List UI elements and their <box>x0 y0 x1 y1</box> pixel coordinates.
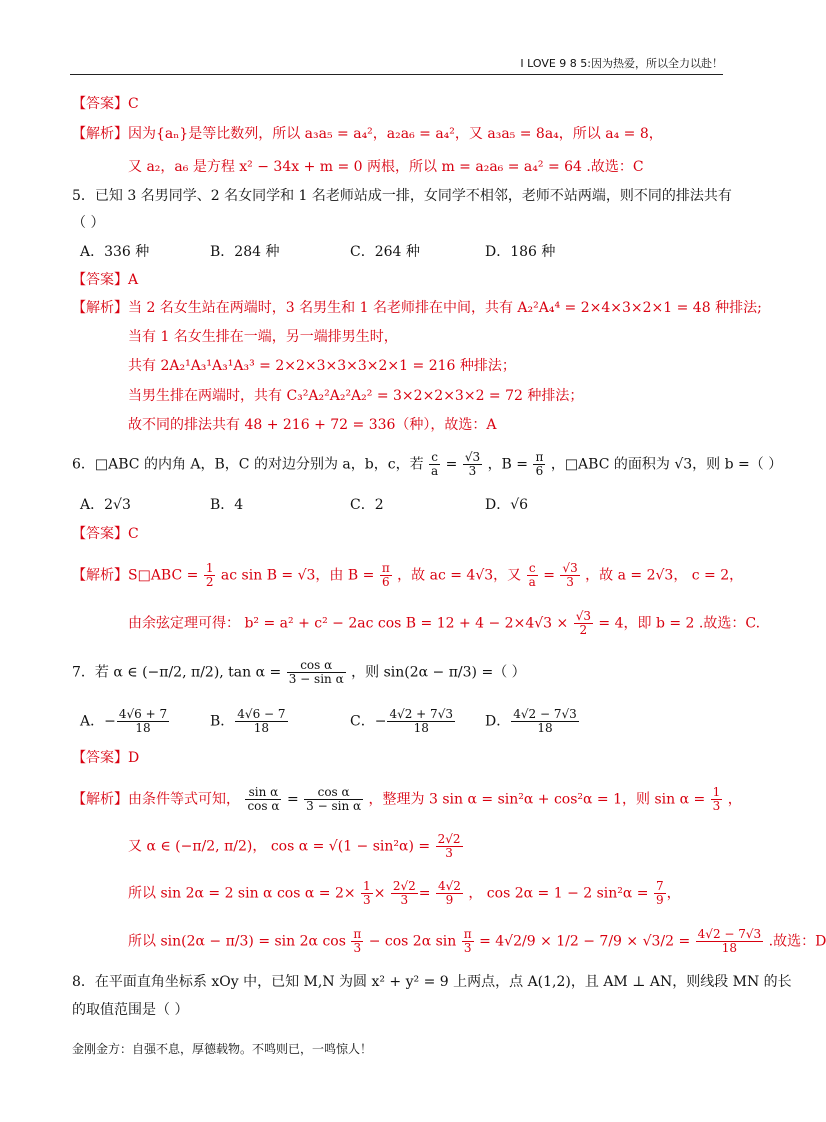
q5-stem-2: （ ） <box>72 215 105 231</box>
q5-analysis-3: 共有 2A₂¹A₃¹A₃¹A₃³ = 2×2×3×3×3×2×1 = 216 种排法； <box>128 358 516 374</box>
q6-option-c: C．2 <box>350 497 384 513</box>
q6-stem: 6．□ABC 的内角 A，B，C 的对边分别为 a，b，c，若 $\frac{c}{a}$ = $\frac{√3}{3}$ ，B = $\frac{\pi}{6}$ ，□ABC 的面积为 √3，则 b =（ ） <box>72 450 783 478</box>
q5-analysis-1: 【解析】当 2 名女生站在两端时，3 名男生和 1 名老师排在中间，共有 A₂²A₄⁴ = 2×4×3×2×1 = 48 种排法; <box>72 300 762 316</box>
q6-answer: 【答案】C <box>72 526 139 542</box>
q8-stem: 8．在平面直角坐标系 xOy 中，已知 M,N 为圆 x² + y² = 9 上两点，点 A(1,2)，且 AM ⊥ AN，则线段 MN 的长 <box>72 974 792 990</box>
q5-option-a: A．336 种 <box>80 244 150 260</box>
q5-option-c: C．264 种 <box>350 244 420 260</box>
q4-analysis-1: 【解析】因为{aₙ}是等比数列，所以 a₃a₅ = a₄²，a₂a₆ = a₄²，又 a₃a₅ = 8a₄，所以 a₄ = 8， <box>72 126 663 142</box>
q5-answer: 【答案】A <box>72 272 139 288</box>
q6-option-b: B．4 <box>210 497 244 513</box>
q6-option-a: A．2√3 <box>80 497 131 513</box>
q5-stem: 5．已知 3 名男同学、2 名女同学和 1 名老师站成一排，女同学不相邻，老师不站两端，则不同的排法共有 <box>72 188 732 204</box>
q7-stem: 7．若 α ∈ (−π/2, π/2), tan α = $\frac{\text{cos α}}{\text{3 − sin α}}$ ，则 sin(2α − π/3) =（ ） <box>72 658 526 686</box>
q5-analysis-4: 当男生排在两端时，共有 C₃²A₂²A₂²A₂² = 3×2×2×3×2 = 72 种排法； <box>128 388 584 404</box>
q7-option-d: D． $\frac{4√2 - 7√3}{18}$ <box>485 707 577 735</box>
q8-stem-2: 的取值范围是（ ） <box>72 1002 189 1018</box>
q7-answer: 【答案】D <box>72 750 140 766</box>
q5-option-b: B．284 种 <box>210 244 280 260</box>
page-header: I LOVE 9 8 5:因为热爱，所以全力以赴！ <box>70 56 723 75</box>
q6-analysis-2: 由余弦定理可得： b² = a² + c² − 2ac cos B = 12 + 4 − 2×4√3 × $\frac{√3}{2}$ = 4，即 b = 2 .故选：C. <box>128 609 761 637</box>
q5-analysis-2: 当有 1 名女生排在一端，另一端排男生时， <box>128 329 398 345</box>
fraction-pi-over-6: $\frac{\pi}{6}$ <box>535 450 544 478</box>
q7-analysis-1: 【解析】由条件等式可知， $\frac{\text{sin α}}{\text{cos α}}$ = $\frac{\text{cos α}}{\text{3 − sin α}}$ ，整理为 3 sin α = sin²α + cos²α = 1，则 sin α = $\frac{1}{3}$ ， <box>72 785 742 813</box>
fraction-sqrt3-over-3: $\frac{√3}{3}$ <box>464 450 481 478</box>
q5-analysis-5: 故不同的排法共有 48 + 216 + 72 = 336（种），故选：A <box>128 417 497 433</box>
fraction-c-over-a: $\frac{c}{a}$ <box>431 450 439 478</box>
page-footer: 金刚金方：自强不息，厚德载物。不鸣则已，一鸣惊人！ <box>72 1042 373 1056</box>
q5-option-d: D．186 种 <box>485 244 556 260</box>
q4-analysis-2: 又 a₂，a₆ 是方程 x² − 34x + m = 0 两根，所以 m = a₂a₆ = a₄² = 64 .故选：C <box>128 159 644 175</box>
q7-analysis-3: 所以 sin 2α = 2 sin α cos α = 2× $\frac{1}{3}$ × $\frac{2√2}{3}$ = $\frac{4√2}{9}$ ， cos 2α = 1 − 2 sin²α = $\frac{7}{9}$ ， <box>128 879 681 907</box>
q7-analysis-2: 又 α ∈ (−π/2, π/2)， cos α = √(1 − sin²α) = $\frac{2√2}{3}$ <box>128 832 461 860</box>
q6-analysis-1: 【解析】S□ABC = $\frac{1}{2}$ ac sin B = √3，由 B = $\frac{\pi}{6}$ ，故 ac = 4√3，又 $\frac{c}{a}$ = $\frac{√3}{3}$ ，故 a = 2√3， c = 2， <box>72 561 744 589</box>
q6-option-d: D．√6 <box>485 497 529 513</box>
q7-analysis-4: 所以 sin(2α − π/3) = sin 2α cos $\frac{\pi}{3}$ − cos 2α sin $\frac{\pi}{3}$ = 4√2/9 × 1/2 − 7/9 × √3/2 = $\frac{4√2 - 7√3}{18}$ .故选：D <box>128 927 826 955</box>
q7-option-c: C．− $\frac{4√2 + 7√3}{18}$ <box>350 707 453 735</box>
q7-option-a: A．− $\frac{4√6 + 7}{18}$ <box>80 707 168 735</box>
q7-option-b: B． $\frac{4√6 - 7}{18}$ <box>210 707 286 735</box>
q4-answer: 【答案】C <box>72 96 139 112</box>
